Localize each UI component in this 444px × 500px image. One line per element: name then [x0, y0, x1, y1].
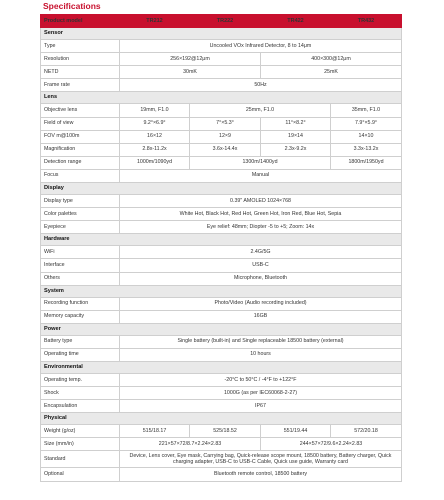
table-row	[41, 348, 402, 361]
row-value: Single battery (built-in) and Single replaceable 18500 battery (external)	[120, 335, 402, 348]
section-sensor	[41, 28, 402, 40]
table-row	[41, 259, 402, 272]
section-physical	[41, 413, 402, 425]
page-title: Specifications	[43, 1, 101, 11]
section-heading: Lens	[41, 92, 402, 104]
row-label: Resolution	[41, 53, 120, 66]
table-row	[41, 310, 402, 323]
header-model-tr422: TR422	[261, 15, 331, 28]
row-value: Photo/Video (Audio recording included)	[120, 297, 402, 310]
row-value: White Hot, Black Hot, Red Hot, Green Hot, Iron Red, Blue Hot, Sepia	[120, 208, 402, 221]
section-lens	[41, 92, 402, 104]
row-label: Field of view	[41, 117, 120, 130]
row-label: WiFi	[41, 246, 120, 259]
row-value: 244×57×72/9.6×2.24×2.83	[261, 438, 402, 451]
row-value: 30mK	[120, 66, 261, 79]
table-row	[41, 143, 402, 156]
header-model-tr212: TR212	[120, 15, 190, 28]
table-row	[41, 195, 402, 208]
table-row	[41, 79, 402, 92]
row-value: 515/18.17	[120, 425, 190, 438]
row-value: 19mm, F1.0	[120, 104, 190, 117]
row-value: 551/19.44	[261, 425, 331, 438]
row-value: 2.3x-9.2x	[261, 143, 331, 156]
table-row	[41, 468, 402, 481]
section-heading: Environmental	[41, 361, 402, 373]
row-value: 221×57×72/8.7×2.24×2.83	[120, 438, 261, 451]
row-value: 7°×5.3°	[190, 117, 261, 130]
section-heading: Power	[41, 323, 402, 335]
row-value: 1800m/1950yd	[331, 156, 402, 169]
row-value: 1000G (as per IEC60068-2-27)	[120, 387, 402, 400]
row-value: 3.6x-14.4x	[190, 143, 261, 156]
row-label: Magnification	[41, 143, 120, 156]
row-label: Objective lens	[41, 104, 120, 117]
row-value: 16×12	[120, 130, 190, 143]
section-heading: Sensor	[41, 28, 402, 40]
row-label: Type	[41, 40, 120, 53]
row-value: IP67	[120, 400, 402, 413]
row-label: Recording function	[41, 297, 120, 310]
row-value: 1300m/1400yd	[190, 156, 331, 169]
row-label: Operating temp.	[41, 373, 120, 386]
table-row	[41, 53, 402, 66]
table-row	[41, 130, 402, 143]
table-row	[41, 246, 402, 259]
row-value: Eye relief: 48mm; Diopter -5 to +5; Zoom: 14x	[120, 221, 402, 234]
row-value: 3.3x-13.2x	[331, 143, 402, 156]
row-value: Device, Lens cover, Eye mask, Carrying bag, Quick-release scope mount, 18500 battery, Battery charger, Quick charging adapter, USB-C to USB-C Cable, Quick use guide, Warranty card	[120, 451, 402, 468]
row-value: 1000m/1090yd	[120, 156, 190, 169]
row-value: Microphone, Bluetooth	[120, 272, 402, 285]
row-value: Bluetooth remote control, 18500 battery	[120, 468, 402, 481]
row-label: Size (mm/in)	[41, 438, 120, 451]
row-value: 12×9	[190, 130, 261, 143]
row-value: 11°×8.2°	[261, 117, 331, 130]
section-heading: Hardware	[41, 234, 402, 246]
table-row	[41, 387, 402, 400]
table-row	[41, 156, 402, 169]
table-row	[41, 208, 402, 221]
table-row	[41, 400, 402, 413]
row-label: Optional	[41, 468, 120, 481]
table-row	[41, 221, 402, 234]
row-value: 25mK	[261, 66, 402, 79]
table-row	[41, 169, 402, 182]
table-row	[41, 425, 402, 438]
section-hardware	[41, 234, 402, 246]
table-row	[41, 335, 402, 348]
row-label: Frame rate	[41, 79, 120, 92]
row-label: Display type	[41, 195, 120, 208]
table-row	[41, 40, 402, 53]
section-environmental	[41, 361, 402, 373]
table-row	[41, 451, 402, 468]
row-value: 50Hz	[120, 79, 402, 92]
row-label: FOV m@100m	[41, 130, 120, 143]
row-value: 2.4G/5G	[120, 246, 402, 259]
table-row	[41, 66, 402, 79]
row-value: USB-C	[120, 259, 402, 272]
row-value: 16GB	[120, 310, 402, 323]
section-power	[41, 323, 402, 335]
table-row	[41, 297, 402, 310]
row-value: 10 hours	[120, 348, 402, 361]
row-label: Interface	[41, 259, 120, 272]
row-value: -20°C to 50°C / -4°F to +122°F	[120, 373, 402, 386]
row-value: 525/18.52	[190, 425, 261, 438]
header-model-tr432: TR432	[331, 15, 402, 28]
row-value: 25mm, F1.0	[190, 104, 331, 117]
row-label: Standard	[41, 451, 120, 468]
row-label: Detection range	[41, 156, 120, 169]
table-row	[41, 438, 402, 451]
row-value: 7.9°×5.9°	[331, 117, 402, 130]
row-label: Weight (g/oz)	[41, 425, 120, 438]
row-value: 9.2°×6.9°	[120, 117, 190, 130]
row-label: Operating time	[41, 348, 120, 361]
row-value: 572/20.18	[331, 425, 402, 438]
table-row	[41, 373, 402, 386]
row-label: NETD	[41, 66, 120, 79]
section-heading: System	[41, 285, 402, 297]
table-header-row	[41, 15, 402, 28]
row-label: Others	[41, 272, 120, 285]
row-label: Focus	[41, 169, 120, 182]
section-system	[41, 285, 402, 297]
row-value: 14×10	[331, 130, 402, 143]
section-display	[41, 183, 402, 195]
table-row	[41, 104, 402, 117]
table-row	[41, 272, 402, 285]
header-model-tr222: TR222	[190, 15, 261, 28]
row-value: 35mm, F1.0	[331, 104, 402, 117]
spec-table-container	[40, 14, 401, 482]
section-heading: Display	[41, 183, 402, 195]
spec-table	[40, 14, 402, 482]
row-value: 256×192@12μm	[120, 53, 261, 66]
row-value: 19×14	[261, 130, 331, 143]
row-value: Manual	[120, 169, 402, 182]
header-model-label: Product model	[41, 15, 120, 28]
row-label: Battery type	[41, 335, 120, 348]
row-label: Encapsulation	[41, 400, 120, 413]
row-value: 0.39" AMOLED 1024×768	[120, 195, 402, 208]
row-label: Color palettes	[41, 208, 120, 221]
section-heading: Physical	[41, 413, 402, 425]
row-value: 2.8x-11.2x	[120, 143, 190, 156]
row-label: Eyepiece	[41, 221, 120, 234]
row-value: Uncooled VOx Infrared Detector, 8 to 14μm	[120, 40, 402, 53]
table-row	[41, 117, 402, 130]
row-label: Memory capacity	[41, 310, 120, 323]
row-label: Shock	[41, 387, 120, 400]
row-value: 400×300@12μm	[261, 53, 402, 66]
